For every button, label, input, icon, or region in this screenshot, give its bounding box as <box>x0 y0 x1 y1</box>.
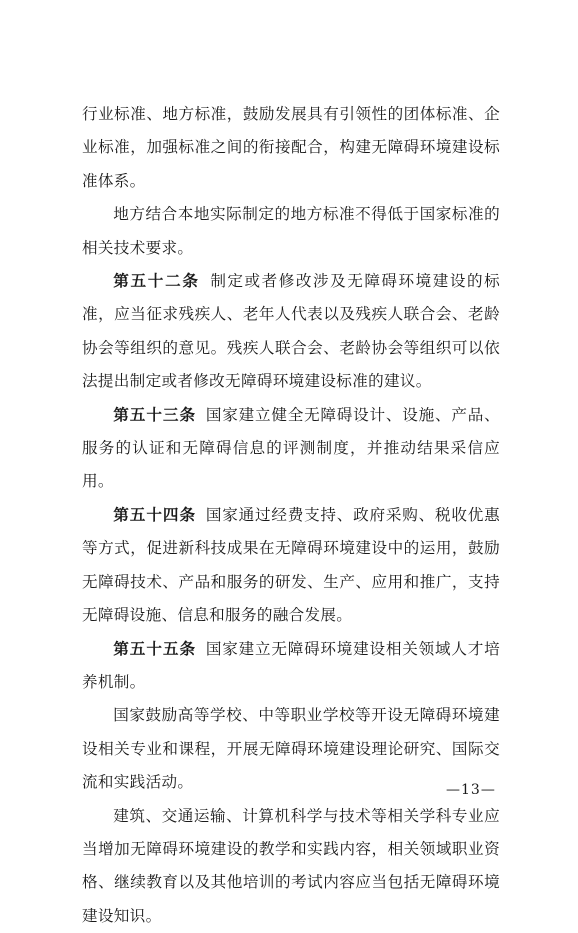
article-52 <box>82 265 500 399</box>
article-number: 第五十二条 <box>113 272 200 291</box>
paragraph-text: 建筑、交通运输、计算机科学与技术等相关学科专业应当增加无障碍环境建设的教学和实践内容，相关领域职业资格、继续教育以及其他培训的考试内容应当包括无障碍环境建设知识。 <box>82 806 500 925</box>
article-text: 国家建立健全无障碍设计、设施、产品、服务的认证和无障碍信息的评测制度，并推动结果采信应用。 <box>82 405 500 491</box>
paragraph-higher-education <box>82 699 500 799</box>
page-number: —13— <box>446 782 496 798</box>
document-body <box>82 98 500 933</box>
article-53 <box>82 399 500 499</box>
article-number: 第五十四条 <box>113 505 197 524</box>
paragraph-text: 行业标准、地方标准，鼓励发展具有引领性的团体标准、企业标准，加强标准之间的衔接配合，构建无障碍环境建设标准体系。 <box>82 105 500 190</box>
paragraph-text: 地方结合本地实际制定的地方标准不得低于国家标准的相关技术要求。 <box>82 205 500 257</box>
paragraph-local-standards <box>82 198 500 265</box>
paragraph-continuation <box>82 98 500 198</box>
article-number: 第五十三条 <box>113 405 197 424</box>
article-number: 第五十五条 <box>113 639 197 658</box>
article-text: 国家建立无障碍环境建设相关领域人才培养机制。 <box>82 639 500 691</box>
article-55 <box>82 633 500 700</box>
article-54 <box>82 499 500 633</box>
article-text: 国家通过经费支持、政府采购、税收优惠等方式，促进新科技成果在无障碍环境建设中的运用，鼓励无障碍技术、产品和服务的研发、生产、应用和推广，支持无障碍设施、信息和服务的融合发展。 <box>82 505 500 625</box>
article-text: 制定或者修改涉及无障碍环境建设的标准，应当征求残疾人、老年人代表以及残疾人联合会、老龄协会等组织的意见。残疾人联合会、老龄协会等组织可以依法提出制定或者修改无障碍环境建设标准的建议。 <box>82 272 500 391</box>
paragraph-text: 国家鼓励高等学校、中等职业学校等开设无障碍环境建设相关专业和课程，开展无障碍环境建设理论研究、国际交流和实践活动。 <box>82 706 500 792</box>
paragraph-curriculum <box>82 800 500 933</box>
